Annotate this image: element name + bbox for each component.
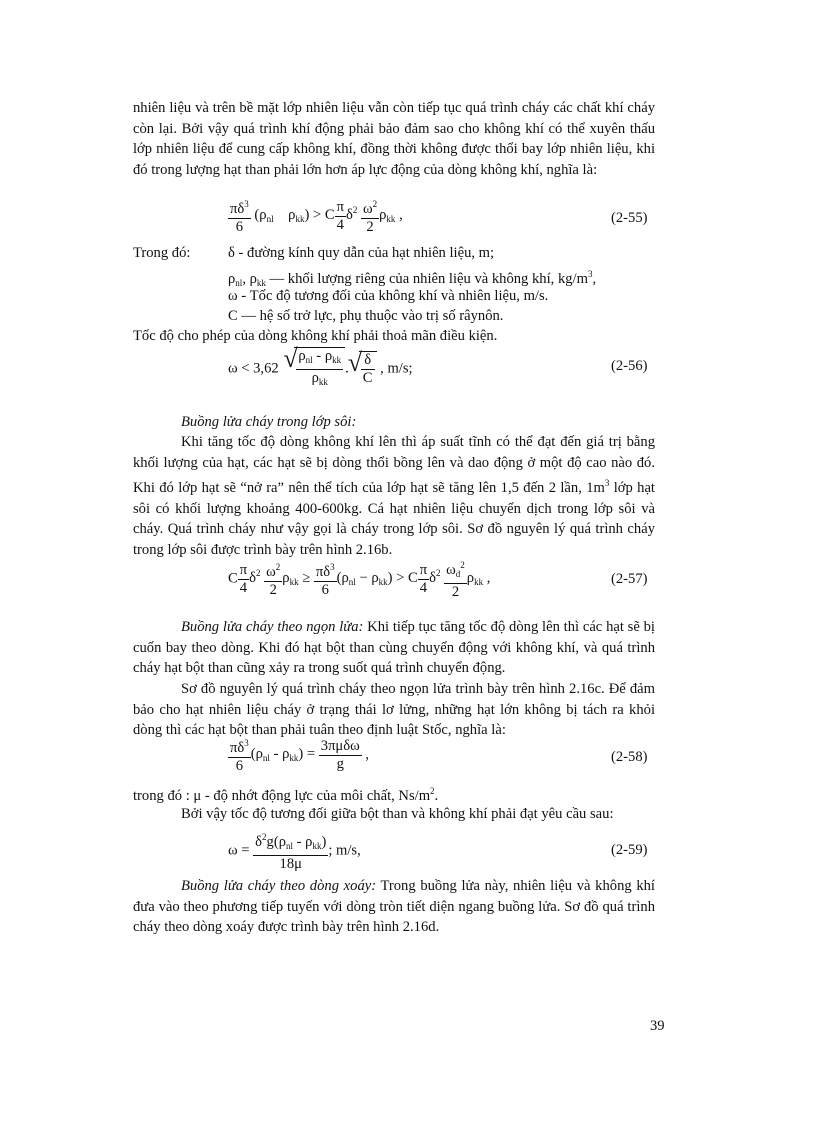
where-c: C — hệ số trở lực, phụ thuộc vào trị số râynôn.	[228, 308, 504, 324]
equation-2-58: $\frac{\pi\delta^3}{6}$ $(\rho_{nl} - \rho_{kk})$ = $\frac{\text{3πμδω}}{g}$ ,	[228, 735, 369, 775]
paragraph-intro: nhiên liệu và trên bề mặt lớp nhiên liệu vẫn còn tiếp tục quá trình cháy các chất khí cháy còn lại. Bởi vậy quá trình khí động phải bảo đảm sao cho không khí có thể xuyên thấu lớp nhiên liệu để cung cấp không khí, đồng thời không được thổi bay lớp nhiên liệu, khi đó trong lượng hạt than phải lớn hơn áp lực động của dòng không khí, nghĩa là:	[133, 100, 655, 178]
paragraph-relative-speed: Bởi vậy tốc độ tương đối giữa bột than và không khí phải đạt yêu cầu sau:	[181, 806, 614, 822]
where2-sup: 2	[430, 786, 435, 796]
where-label: Trong đó:	[133, 245, 191, 261]
where-rho-b: , ρ	[242, 271, 257, 287]
equation-2-57: C $\frac{\pi}{4}$ $\delta^2$ $\frac{\omega^2}{2}$ $\rho_{kk}$ ≥ $\frac{\pi\delta^3}{6}$ $(\rho_{nl} - \rho_{kk}) > C$ $\frac{\pi}{4}$ $\delta^2$ $\frac{\omega_d^2}{2}$ $\rho_{kk}$ ,	[228, 557, 490, 601]
where-rho-a: ρ	[228, 271, 236, 287]
paragraph-flame	[133, 617, 655, 679]
paragraph-fluidized-bed	[133, 432, 655, 560]
equation-2-59: ω = $\frac{\delta^2g(\rho_{nl} - \rho_{kk})}{18\mu}$ ; m/s,	[228, 829, 361, 873]
where2-b: .	[434, 788, 439, 804]
paragraph-vortex	[133, 876, 655, 938]
para3-a: Khi tăng tốc độ dòng không khí lên thì áp suất tĩnh có thể đạt đến giá trị bằng khối lượng của hạt, các hạt sẽ bị dòng thổi bồng lên và dao động ở một độ cao nào đó. Khi đó lớp hạt sẽ “nở ra” nên thể tích của lớp hạt sẽ tăng lên 1,5 đến 2 lần, 1m	[133, 434, 655, 496]
para3-b: lớp hạt sôi có khối lượng khoảng 400-600kg. Cá hạt nhiên liệu chuyển dịch trong lớp sôi và cháy. Quá trình cháy như vậy gọi là cháy trong lớp sôi. Sơ đồ nguyên lý quá trình cháy trong lớp sôi được trình bày trên hình 2.16b.	[133, 480, 655, 558]
where-mu	[133, 781, 438, 806]
where2-a: trong đó : μ - độ nhớt động lực của môi chất, Ns/m	[133, 788, 431, 804]
paragraph-speed-condition: Tốc độ cho phép của dòng không khí phải thoả mãn điều kiện.	[133, 328, 498, 344]
para3-sup: 3	[604, 478, 610, 488]
equation-number-2-55: (2-55)	[611, 210, 648, 226]
where-rho: $\rho_{nl}$, $\rho_{kk}$ — khối lượng riêng của nhiên liệu và không khí, $kg/m^3$,	[228, 269, 597, 288]
where-omega: ω - Tốc độ tương đối của không khí và nhiên liệu, m/s.	[228, 288, 549, 304]
where-rho-sup: 3	[587, 269, 593, 279]
equation-2-56: ω < 3,62 √ $\frac{\rho_{nl} - \rho_{kk}}{\rho_{kk}}$ . √ $\frac{\delta}{C}$ , m/s;	[228, 347, 413, 391]
para4-text: Khi tiếp tục tăng tốc độ dòng lên thì các hạt sẽ bị cuốn bay theo dòng. Khi đó hạt bột than cùng chuyển động với không khí, và quá trình cháy hạt bột than cũng xảy ra trong suốt quá trình chuyển động.	[133, 619, 655, 676]
equation-number-2-58: (2-58)	[611, 749, 648, 765]
equation-2-55: $\frac{\pi\delta^3}{6}$ ($\rho_{nl}$ $\rho_{kk}) > C$ $\frac{\pi}{4}$ $\delta^2$ $\frac{\omega^2}{2}$ $\rho_{kk}$ ,	[228, 196, 403, 236]
eq59-unit: ; m/s,	[328, 842, 361, 859]
heading-vortex: Buồng lửa cháy theo dòng xoáy:	[181, 878, 377, 894]
page-number: 39	[650, 1018, 665, 1034]
paragraph-stokes: Sơ đồ nguyên lý quá trình cháy theo ngọn lửa trình bày trên hình 2.16c. Để đảm bảo cho hạt nhiên liệu cháy ở trạng thái lơ lửng, những hạt lớn không bị tách ra khỏi dòng thì các hạt bột than phải tuân theo định luật Stốc, nghĩa là:	[133, 681, 655, 738]
eq56-lhs: ω < 3,62	[228, 360, 279, 377]
where-rho-d: ,	[592, 271, 597, 287]
equation-number-2-57: (2-57)	[611, 571, 648, 587]
equation-number-2-59: (2-59)	[611, 842, 648, 858]
equation-number-2-56: (2-56)	[611, 358, 648, 374]
heading-flame: Buồng lửa cháy theo ngọn lửa:	[181, 619, 364, 635]
para7-text: Trong buồng lửa này, nhiên liệu và không khí đưa vào theo phương tiếp tuyến với dòng tròn tiết diện ngang buồng lửa. Sơ đồ quá trình cháy theo dòng xoáy được trình bày trên hình 2.16d.	[133, 878, 655, 935]
where-delta: δ - đường kính quy dẫn của hạt nhiên liệu, m;	[228, 245, 495, 261]
where-rho-c: — khối lượng riêng của nhiên liệu và không khí, kg/m	[265, 271, 588, 287]
heading-fluidized-bed: Buồng lửa cháy trong lớp sôi:	[181, 414, 357, 430]
eq56-unit: , m/s;	[380, 360, 413, 377]
